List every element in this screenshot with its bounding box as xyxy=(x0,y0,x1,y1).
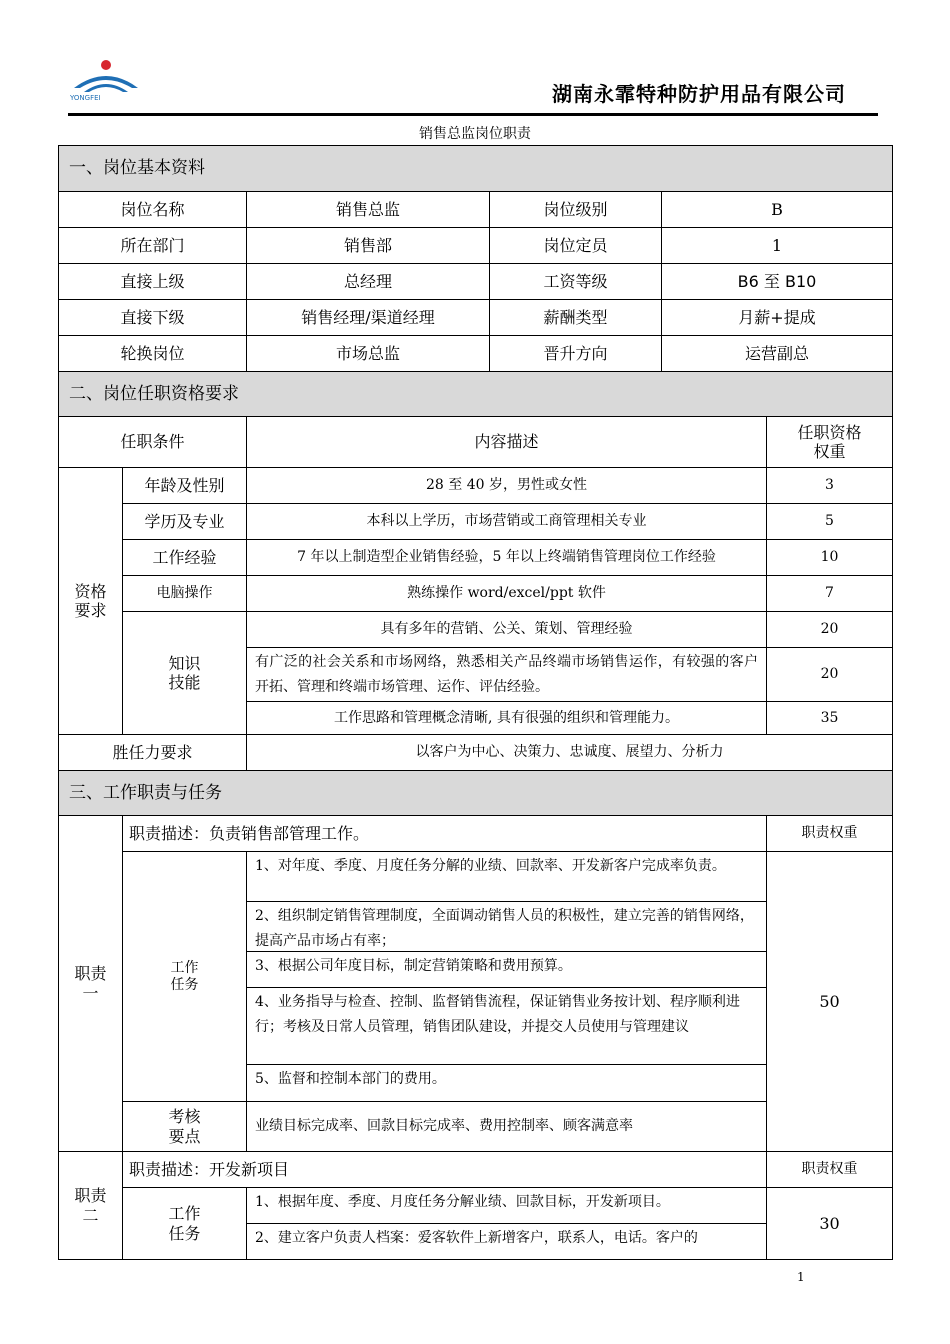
qualification-name: 年龄及性别 xyxy=(123,468,247,504)
knowledge-label xyxy=(123,612,247,735)
knowledge-weight: 20 xyxy=(767,648,893,702)
knowledge-row xyxy=(59,612,893,648)
basic-row xyxy=(59,300,893,336)
competency-content: 以客户为中心、决策力、忠诚度、展望力、分析力 xyxy=(247,735,893,771)
qualification-row xyxy=(59,504,893,540)
basic-label: 岗位级别 xyxy=(490,192,662,228)
duty-1-kpi-label xyxy=(123,1102,247,1152)
qualification-name: 电脑操作 xyxy=(123,576,247,612)
duty-1-weight: 50 xyxy=(767,852,893,1152)
logo-text: YONGFEI xyxy=(70,94,101,102)
duty-2-desc-row xyxy=(59,1152,893,1188)
content-header: 内容描述 xyxy=(247,417,767,468)
qualification-content: 熟练操作 word/excel/ppt 软件 xyxy=(247,576,767,612)
section-2-title: 二、岗位任职资格要求 xyxy=(59,372,893,417)
document-title: 销售总监岗位职责 xyxy=(419,126,531,142)
qualification-name: 学历及专业 xyxy=(123,504,247,540)
group-label-line2: 要求 xyxy=(74,601,107,620)
basic-label: 直接上级 xyxy=(59,264,247,300)
qualification-name: 工作经验 xyxy=(123,540,247,576)
basic-value: 销售总监 xyxy=(247,192,490,228)
qualification-content: 本科以上学历，市场营销或工商管理相关专业 xyxy=(247,504,767,540)
section-3-title: 三、工作职责与任务 xyxy=(59,771,893,816)
basic-row xyxy=(59,228,893,264)
duty-2-description: 职责描述：开发新项目 xyxy=(123,1152,767,1188)
basic-label: 直接下级 xyxy=(59,300,247,336)
task-label-line2: 任务 xyxy=(170,976,199,993)
task-label-line1: 工作 xyxy=(168,1204,201,1224)
duty-1-description: 职责描述：负责销售部管理工作。 xyxy=(123,816,767,852)
duty-1-weight-label: 职责权重 xyxy=(767,816,893,852)
knowledge-label-line2: 技能 xyxy=(168,673,201,692)
duty-1-kpi: 业绩目标完成率、回款目标完成率、费用控制率、顾客满意率 xyxy=(247,1102,767,1152)
duty-1-task-label xyxy=(123,852,247,1102)
company-name: 湖南永霏特种防护用品有限公司 xyxy=(552,82,846,106)
competency-row xyxy=(59,735,893,771)
qualification-header-row xyxy=(59,417,893,468)
basic-label: 晋升方向 xyxy=(490,336,662,372)
qualification-row xyxy=(59,576,893,612)
basic-label: 岗位名称 xyxy=(59,192,247,228)
weight-header xyxy=(767,417,893,468)
task-item: 4、业务指导与检查、控制、监督销售流程，保证销售业务按计划、程序顺利进行；考核及日常人员管理，销售团队建设，并提交人员使用与管理建议 xyxy=(247,988,766,1065)
kpi-label-line1: 考核 xyxy=(168,1107,201,1127)
basic-label: 工资等级 xyxy=(490,264,662,300)
duty-2-weight-label: 职责权重 xyxy=(767,1152,893,1188)
qualification-weight: 5 xyxy=(767,504,893,540)
qualification-content: 28 至 40 岁，男性或女性 xyxy=(247,468,767,504)
task-label-line1: 工作 xyxy=(170,959,199,976)
basic-value: 销售经理/渠道经理 xyxy=(247,300,490,336)
task-item: 5、监督和控制本部门的费用。 xyxy=(255,1071,446,1087)
task-item: 1、根据年度、季度、月度任务分解业绩、回款目标，开发新项目。 xyxy=(247,1188,766,1224)
basic-value: 销售部 xyxy=(247,228,490,264)
knowledge-weight: 35 xyxy=(767,702,893,735)
basic-value: B xyxy=(662,192,893,228)
weight-header-line1: 任职资格 xyxy=(797,422,862,442)
basic-value: 运营副总 xyxy=(662,336,893,372)
condition-header: 任职条件 xyxy=(59,417,247,468)
knowledge-weight: 20 xyxy=(767,612,893,648)
task-label-line2: 任务 xyxy=(168,1223,201,1243)
basic-value: 市场总监 xyxy=(247,336,490,372)
duty-2-label-line1: 职责 xyxy=(74,1186,107,1206)
duty-1-task-list xyxy=(247,852,767,1102)
task-item: 2、建立客户负责人档案：爱客软件上新增客户，联系人，电话。客户的 xyxy=(255,1230,698,1246)
duty-1-label xyxy=(59,816,123,1152)
basic-row xyxy=(59,192,893,228)
page-number: 1 xyxy=(797,1270,805,1284)
knowledge-label-line1: 知识 xyxy=(168,653,201,673)
qualification-content: 7 年以上制造型企业销售经验，5 年以上终端销售管理岗位工作经验 xyxy=(247,540,767,576)
header-rule xyxy=(68,113,878,116)
duty-2-tasks-row xyxy=(59,1188,893,1260)
qualification-group-label xyxy=(59,468,123,735)
qualification-row xyxy=(59,468,893,504)
knowledge-content: 具有多年的营销、公关、策划、管理经验 xyxy=(247,612,767,648)
basic-row xyxy=(59,264,893,300)
qualification-weight: 7 xyxy=(767,576,893,612)
duty-1-label-line1: 职责 xyxy=(74,964,107,984)
qualification-row xyxy=(59,540,893,576)
basic-label: 轮换岗位 xyxy=(59,336,247,372)
company-logo xyxy=(66,58,146,102)
duty-1-desc-row xyxy=(59,816,893,852)
knowledge-content: 有广泛的社会关系和市场网络，熟悉相关产品终端市场销售运作，有较强的客户开拓、管理和终端市场管理、运作、评估经验。 xyxy=(247,648,767,702)
task-item: 3、根据公司年度目标，制定营销策略和费用预算。 xyxy=(247,952,766,988)
duty-1-tasks-row xyxy=(59,852,893,1102)
duty-1-label-line2: 一 xyxy=(82,983,99,1003)
duty-2-task-label xyxy=(123,1188,247,1260)
task-item: 1、对年度、季度、月度任务分解的业绩、回款率、开发新客户完成率负责。 xyxy=(247,852,766,902)
duty-2-task-list xyxy=(247,1188,767,1260)
knowledge-content: 工作思路和管理概念清晰, 具有很强的组织和管理能力。 xyxy=(247,702,767,735)
weight-header-line2: 权重 xyxy=(813,442,846,461)
competency-label: 胜任力要求 xyxy=(59,735,247,771)
basic-value: 总经理 xyxy=(247,264,490,300)
section-1-title: 一、岗位基本资料 xyxy=(59,146,893,192)
basic-label: 岗位定员 xyxy=(490,228,662,264)
basic-value: B6 至 B10 xyxy=(662,264,893,300)
basic-row xyxy=(59,336,893,372)
group-label-line1: 资格 xyxy=(74,581,107,601)
basic-value: 1 xyxy=(662,228,893,264)
basic-label: 薪酬类型 xyxy=(490,300,662,336)
basic-label: 所在部门 xyxy=(59,228,247,264)
duty-2-label-line2: 二 xyxy=(82,1205,99,1225)
qualification-weight: 3 xyxy=(767,468,893,504)
duty-2-weight: 30 xyxy=(767,1188,893,1260)
job-description-table xyxy=(58,145,893,1260)
basic-value: 月薪+提成 xyxy=(662,300,893,336)
task-item: 2、组织制定销售管理制度，全面调动销售人员的积极性，建立完善的销售网络，提高产品市场占有率； xyxy=(247,902,766,952)
kpi-label-line2: 要点 xyxy=(168,1126,201,1146)
qualification-weight: 10 xyxy=(767,540,893,576)
duty-2-label xyxy=(59,1152,123,1260)
